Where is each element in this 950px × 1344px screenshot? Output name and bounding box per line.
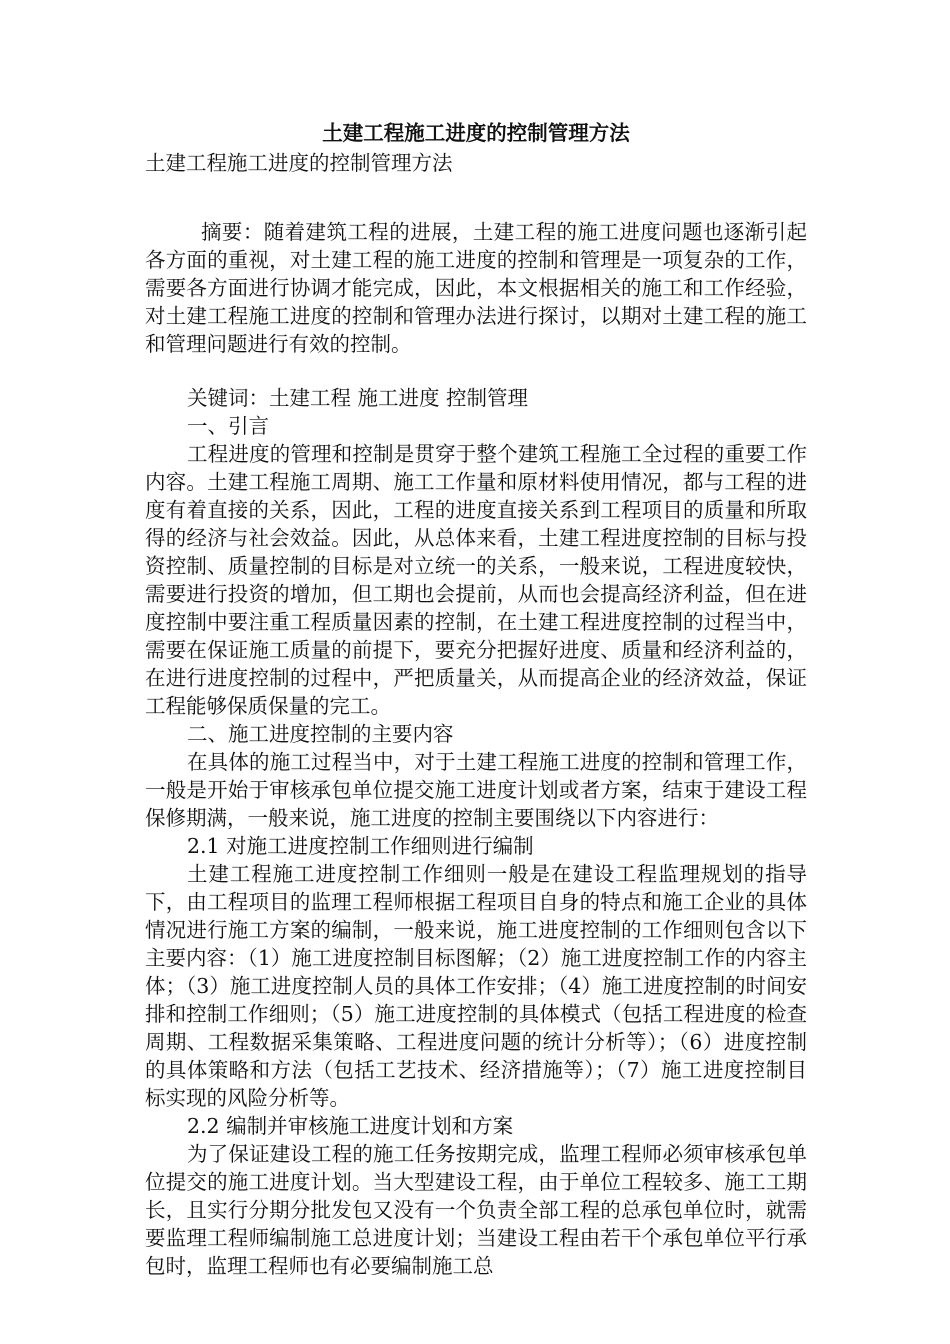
section-2-2-body: 为了保证建设工程的施工任务按期完成，监理工程师必须审核承包单位提交的施工进度计划。当大型建设工程，由于单位工程较多、施工工期长，且实行分期分批发包又没有一个负责全部工程的总承包单位时，就需要监理工程师编制施工总进度计划；当建设工程由若干个承包单位平行承包时，监理工程师也有必要编制施工总 — [145, 1142, 807, 1278]
section-heading-intro: 一、引言 — [187, 414, 269, 438]
section-heading-2-1: 2.1 对施工进度控制工作细则进行编制 — [187, 834, 534, 858]
abstract-paragraph: 摘要：随着建筑工程的进展，土建工程的施工进度问题也逐渐引起各方面的重视，对土建工程的施工进度的控制和管理是一项复杂的工作，需要各方面进行协调才能完成，因此，本文根据相关的施工和工作经验，对土建工程施工进度的控制和管理办法进行探讨，以期对土建工程的施工和管理问题进行有效的控制。 — [145, 220, 807, 356]
document-body — [145, 118, 807, 1280]
section-intro-body: 工程进度的管理和控制是贯穿于整个建筑工程施工全过程的重要工作内容。土建工程施工周期、施工工作量和原材料使用情况，都与工程的进度有着直接的关系，因此，工程的进度直接关系到工程项目的质量和所取得的经济与社会效益。因此，从总体来看，土建工程进度控制的目标与投资控制、质量控制的目标是对立统一的关系，一般来说，工程进度较快，需要进行投资的增加，但工期也会提前，从而也会提高经济利益，但在进度控制中要注重工程质量因素的控制，在土建工程进度控制的过程当中，需要在保证施工质量的前提下，要充分把握好进度、质量和经济利益的，在进行进度控制的过程中，严把质量关，从而提高企业的经济效益，保证工程能够保质保量的完工。 — [145, 442, 807, 718]
document-title: 土建工程施工进度的控制管理方法 — [322, 121, 630, 145]
spacer — [145, 358, 807, 384]
section-2-1-body: 土建工程施工进度控制工作细则一般是在建设工程监理规划的指导下，由工程项目的监理工程师根据工程项目自身的特点和施工企业的具体情况进行施工方案的编制，一般来说，施工进度控制的工作细则包含以下主要内容：（1）施工进度控制目标图解；（2）施工进度控制工作的内容主体；（3）施工进度控制人员的具体工作安排；（4）施工进度控制的时间安排和控制工作细则；（5）施工进度控制的具体模式（包括工程进度的检查周期、工程数据采集策略、工程进度问题的统计分析等）；（6）进度控制的具体策略和方法（包括工艺技术、经济措施等）；（7）施工进度控制目标实现的风险分析等。 — [145, 862, 807, 1110]
section-main-content-body: 在具体的施工过程当中，对于土建工程施工进度的控制和管理工作，一般是开始于审核承包单位提交施工进度计划或者方案，结束于建设工程保修期满，一般来说，施工进度的控制主要围绕以下内容进行： — [145, 750, 807, 830]
spacer — [145, 178, 807, 218]
section-heading-2-2: 2.2 编制并审核施工进度计划和方案 — [187, 1114, 514, 1138]
section-heading-main-content: 二、施工进度控制的主要内容 — [187, 722, 454, 746]
document-subtitle: 土建工程施工进度的控制管理方法 — [145, 151, 453, 175]
keywords-line: 关键词：土建工程 施工进度 控制管理 — [187, 386, 529, 410]
